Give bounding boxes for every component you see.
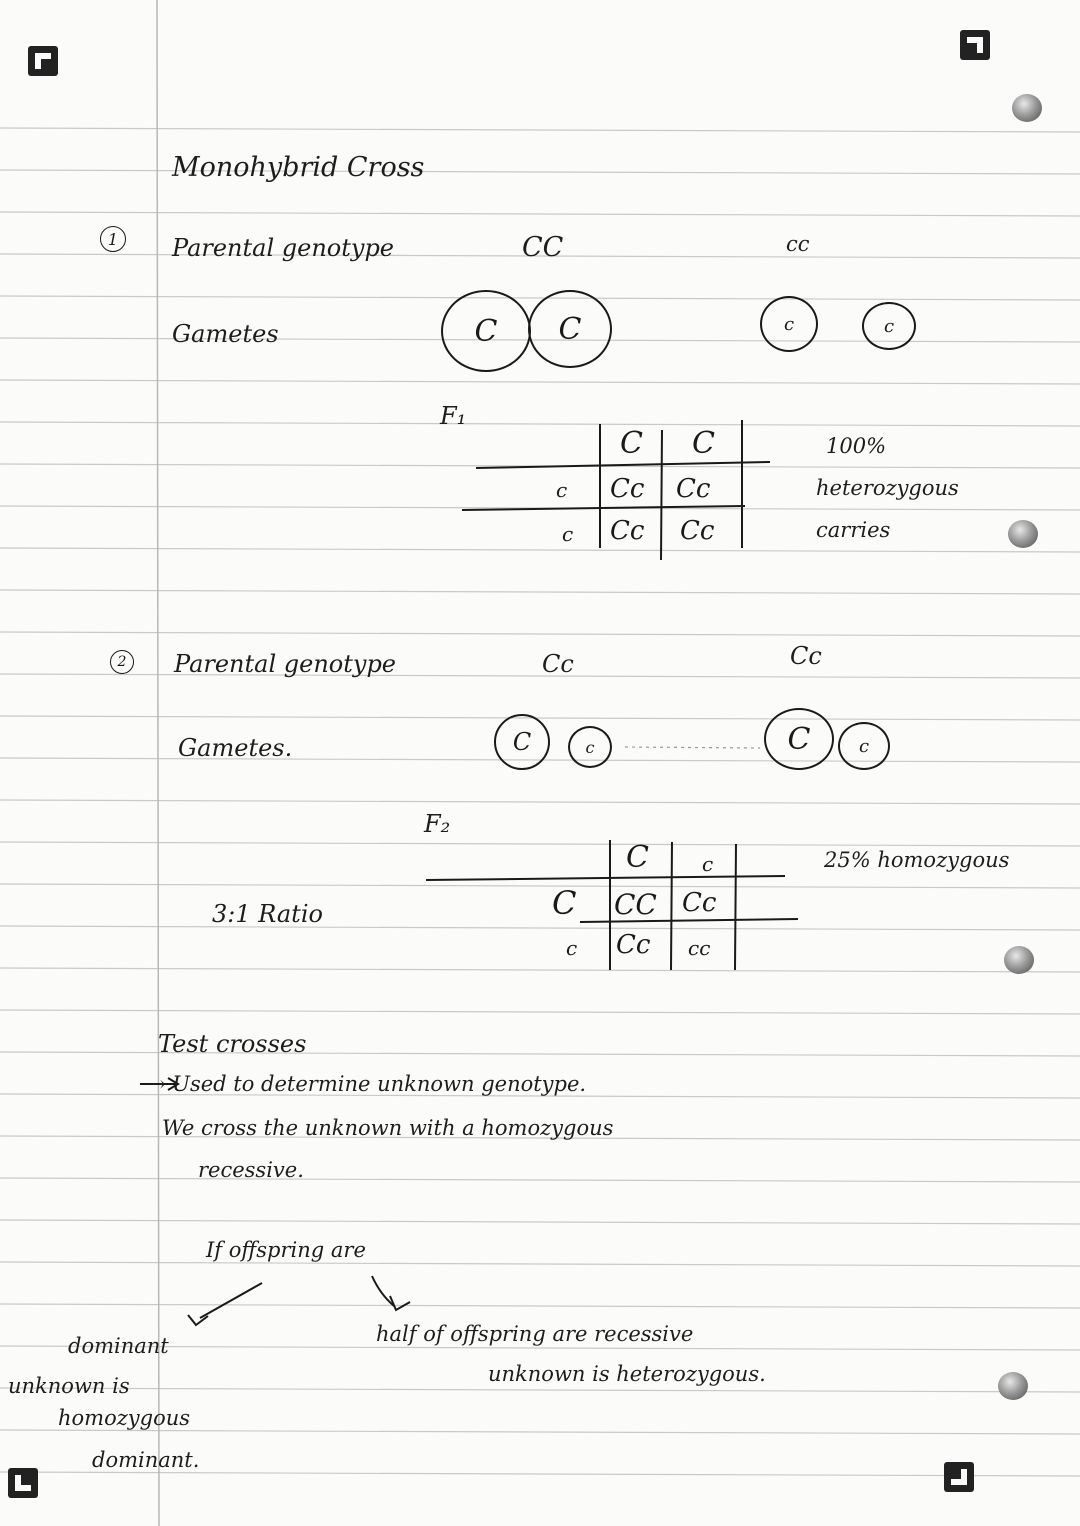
side-note: 25% homozygous: [824, 848, 1010, 872]
punnett-cell: Cc: [680, 516, 715, 546]
parent-a-genotype: Cc: [542, 650, 574, 678]
punnett-col-header: c: [702, 852, 714, 876]
generation-label: F₁: [440, 402, 467, 430]
section-number-badge: 2: [110, 650, 134, 674]
parental-genotype-label: Parental genotype: [174, 650, 397, 678]
punnett-row-header: c: [562, 522, 574, 546]
gamete-circle: C: [764, 708, 834, 770]
outcome-right-line: unknown is heterozygous.: [488, 1362, 766, 1386]
punch-hole-icon: [1004, 946, 1034, 974]
gamete-circle: C: [528, 290, 612, 368]
punnett-col-header: C: [626, 840, 649, 875]
punnett-cell: Cc: [610, 516, 645, 546]
side-note: carries: [816, 518, 891, 542]
punnett-row-header: c: [566, 936, 578, 960]
parent-a-genotype: CC: [522, 232, 564, 263]
outcome-left-line: homozygous: [58, 1406, 191, 1430]
punnett-cell: cc: [688, 936, 711, 960]
gamete-circle: c: [760, 296, 818, 352]
punnett-cell: Cc: [676, 474, 711, 504]
test-crosses-line: → Used to determine unknown genotype.: [148, 1072, 587, 1096]
branch-label: If offspring are: [206, 1238, 366, 1262]
gamete-circle: c: [862, 302, 916, 350]
gamete-circle: C: [494, 714, 550, 770]
corner-marker-top-right-icon: [960, 30, 990, 60]
gamete-circle: c: [838, 722, 890, 770]
punnett-cell: Cc: [616, 930, 651, 960]
punnett-cell: Cc: [682, 888, 717, 918]
punnett-cell: Cc: [610, 474, 645, 504]
ratio-label: 3:1 Ratio: [212, 900, 323, 928]
parental-genotype-label: Parental genotype: [172, 234, 395, 262]
gamete-circle: c: [568, 726, 612, 768]
outcome-left-line: dominant: [68, 1334, 169, 1358]
parent-b-genotype: cc: [786, 232, 810, 256]
page-title: Monohybrid Cross: [172, 152, 425, 183]
generation-label: F₂: [424, 810, 451, 838]
punch-hole-icon: [1008, 520, 1038, 548]
test-crosses-line: recessive.: [198, 1158, 304, 1182]
side-note: heterozygous: [816, 476, 959, 500]
punch-hole-icon: [1012, 94, 1042, 122]
punnett-col-header: C: [620, 426, 643, 461]
gamete-circle: C: [441, 290, 531, 372]
test-crosses-heading: Test crosses: [158, 1030, 307, 1058]
outcome-left-line: unknown is: [8, 1374, 130, 1398]
punnett-row-header: c: [556, 478, 568, 502]
punnett-cell: CC: [614, 888, 657, 921]
outcome-left-line: dominant.: [92, 1448, 200, 1472]
side-note: 100%: [826, 434, 887, 458]
test-crosses-line: We cross the unknown with a homozygous: [162, 1116, 614, 1140]
corner-marker-bottom-right-icon: [944, 1462, 974, 1492]
punch-hole-icon: [998, 1372, 1028, 1400]
punnett-row-header: C: [552, 884, 577, 922]
outcome-right-line: half of offspring are recessive: [376, 1322, 694, 1346]
gametes-label: Gametes.: [178, 734, 293, 762]
punnett-col-header: C: [692, 426, 715, 461]
corner-marker-top-left-icon: [28, 46, 58, 76]
gametes-label: Gametes: [172, 320, 279, 348]
parent-b-genotype: Cc: [790, 642, 822, 670]
section-number-badge: 1: [100, 226, 126, 252]
corner-marker-bottom-left-icon: [8, 1468, 38, 1498]
